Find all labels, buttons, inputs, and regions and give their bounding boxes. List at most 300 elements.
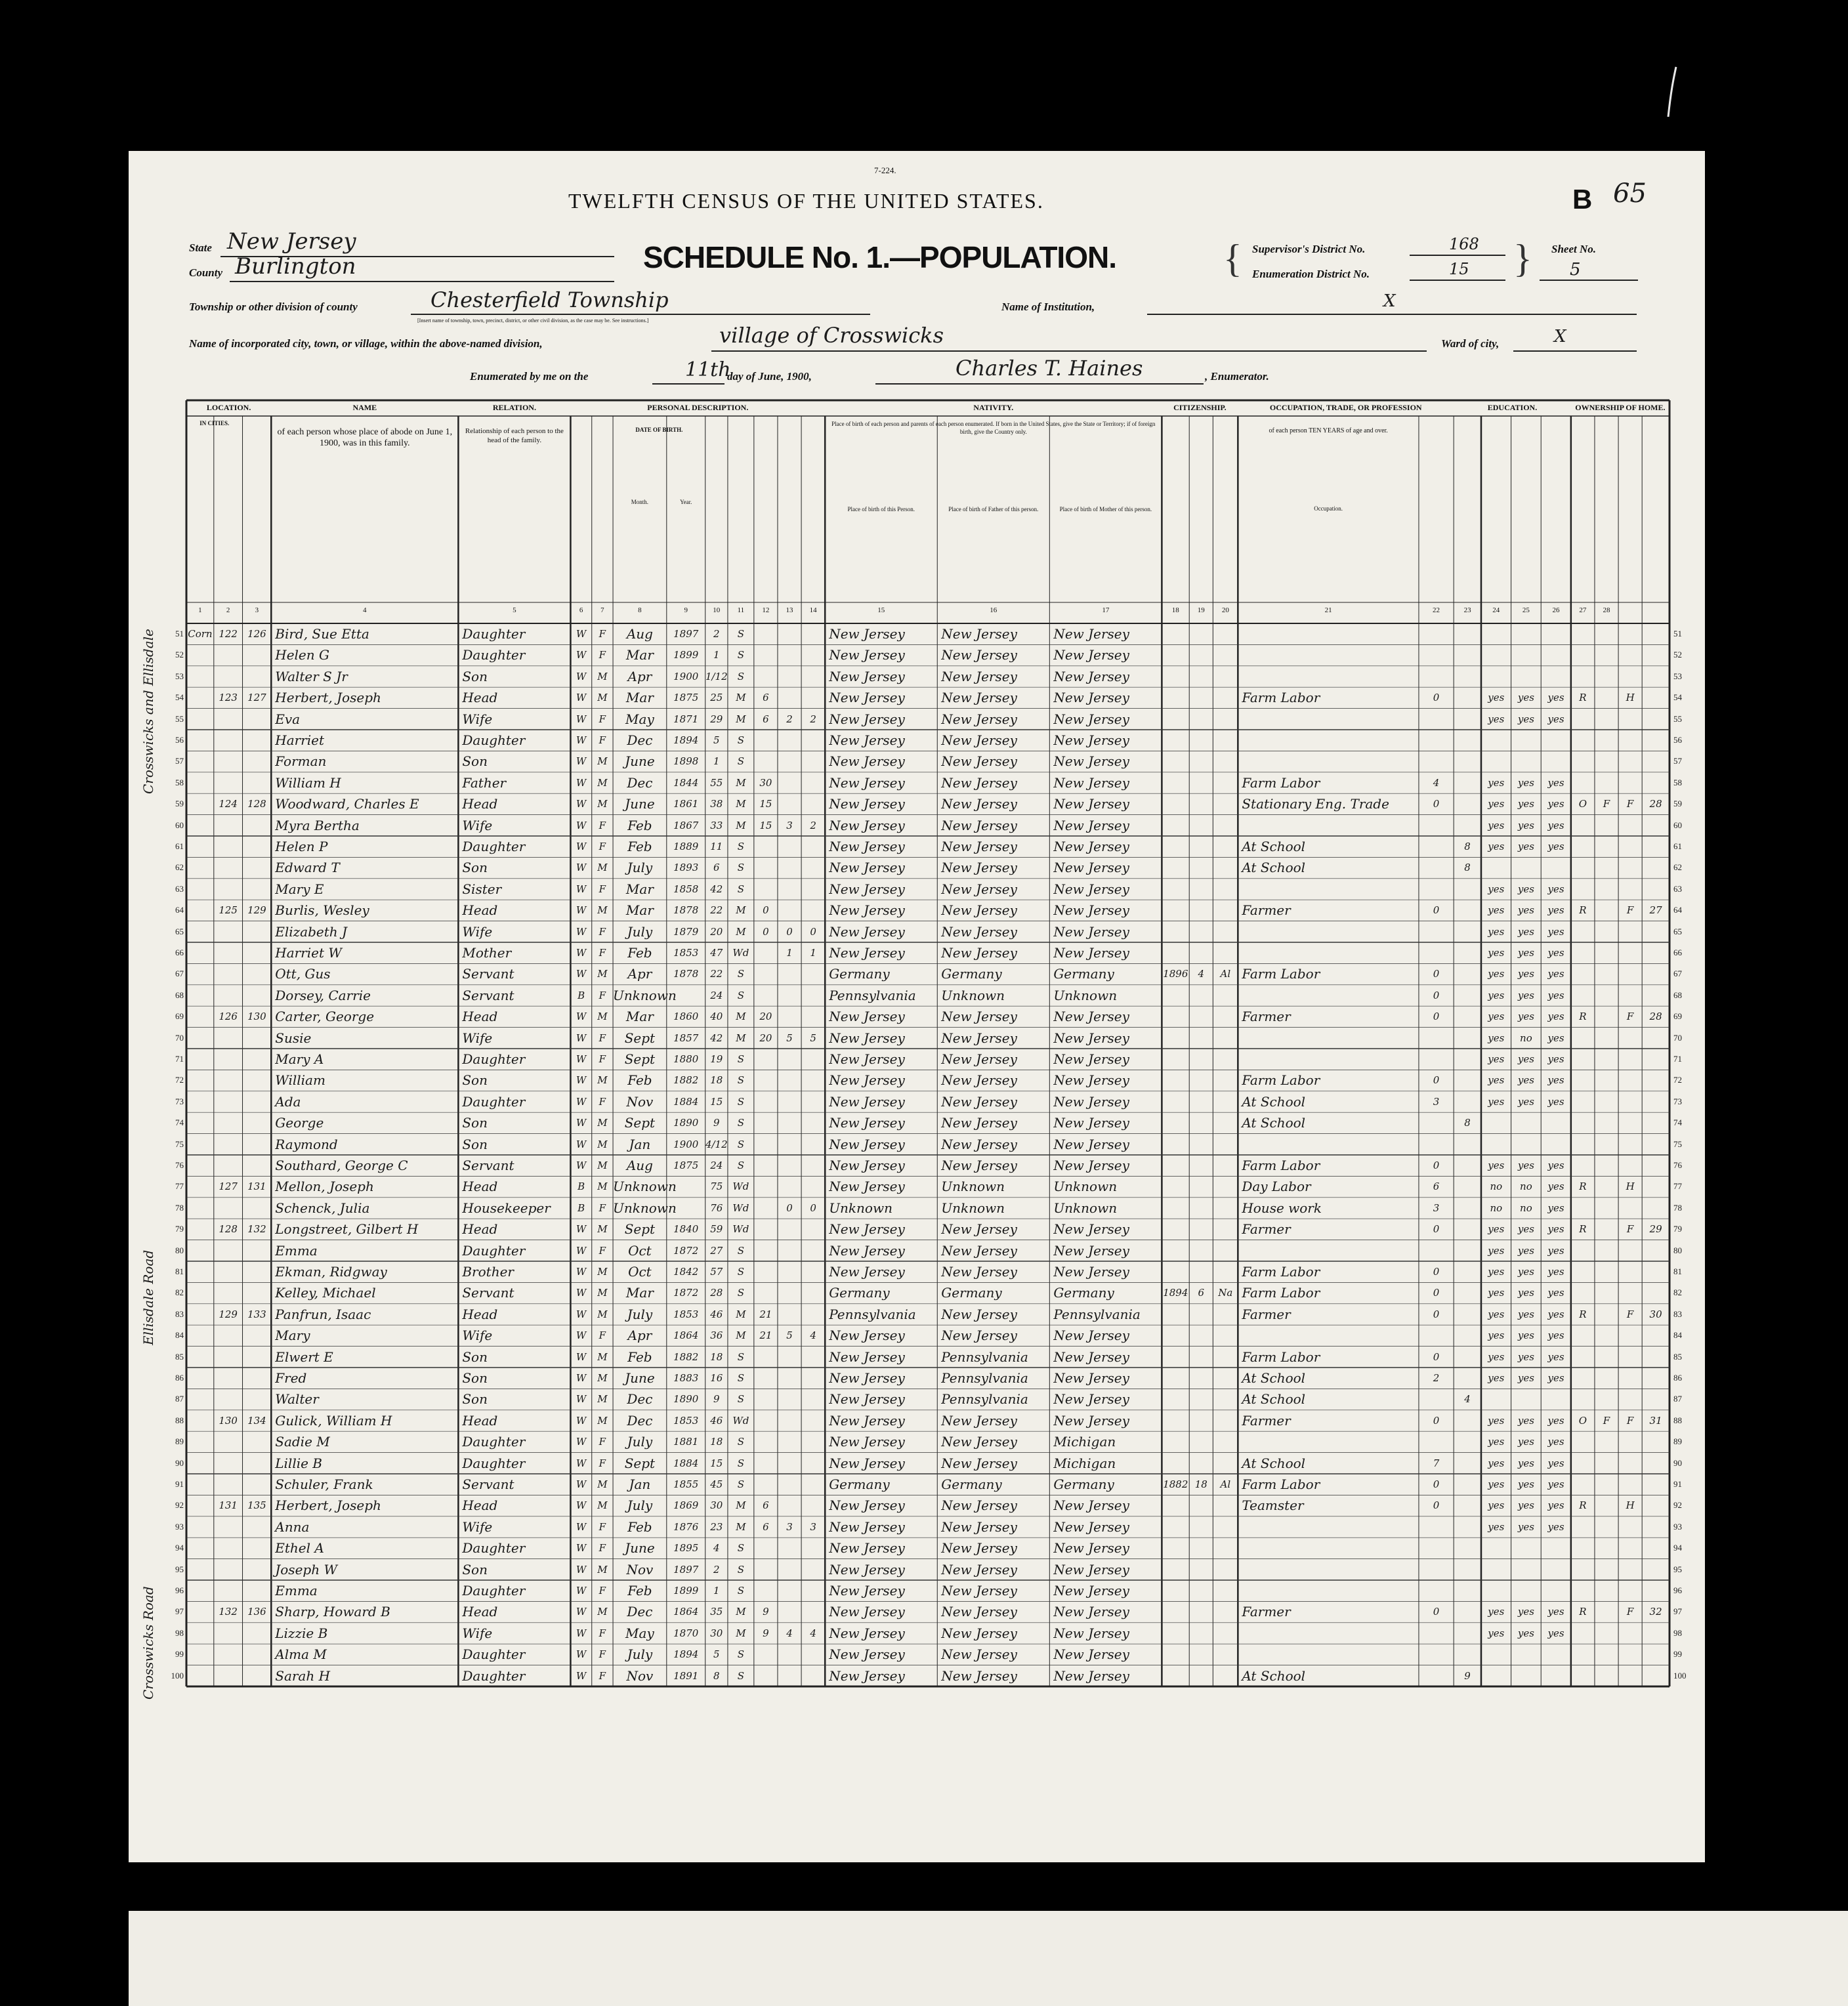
cell-rel: Daughter <box>462 732 526 748</box>
cell-living: 1 <box>810 947 816 959</box>
cell-mpob: Pennsylvania <box>1053 1306 1141 1322</box>
cell-pob: New Jersey <box>829 1072 905 1089</box>
cell-sex: M <box>597 1606 608 1618</box>
supervisor-value: 168 <box>1449 235 1479 253</box>
sheet-letter: B <box>1572 184 1593 215</box>
cell-month: Feb <box>627 1348 652 1365</box>
cell-color: W <box>576 1393 587 1406</box>
column-number: 23 <box>1463 606 1471 614</box>
row-number-left: 97 <box>175 1606 184 1617</box>
cell-color: W <box>576 734 587 746</box>
cell-name: Lizzie B <box>275 1625 328 1641</box>
cell-pob: Pennsylvania <box>829 1306 916 1322</box>
cell-mpob: New Jersey <box>1053 1497 1129 1514</box>
cell-name: Walter <box>275 1391 319 1408</box>
cell-write: yes <box>1517 1499 1534 1512</box>
cell-sch: 27 <box>1649 904 1662 917</box>
row-number-right: 52 <box>1673 650 1682 660</box>
enumeration-value: 15 <box>1449 260 1469 278</box>
cell-age: 2 <box>713 628 720 640</box>
cell-month: Sept <box>624 1115 656 1131</box>
name-description: of each person whose place of abode on June 1, 1900, was in this family. <box>277 427 453 448</box>
cell-year: 1897 <box>673 628 699 640</box>
cell-eng: yes <box>1547 776 1564 789</box>
cell-sex: M <box>597 1011 608 1023</box>
cell-age: 15 <box>710 1457 723 1469</box>
cell-mpob: New Jersey <box>1053 1009 1129 1025</box>
cell-write: yes <box>1517 1074 1534 1087</box>
cell-rel: Servant <box>462 1158 514 1173</box>
cell-sch: 31 <box>1649 1414 1662 1427</box>
cell-write: yes <box>1517 925 1534 938</box>
row-number-left: 59 <box>175 799 184 809</box>
cell-name: Elwert E <box>275 1348 333 1365</box>
cell-fpob: New Jersey <box>941 1115 1017 1131</box>
cell-mo: 0 <box>1433 1606 1440 1618</box>
cell-fpob: Unknown <box>941 987 1005 1003</box>
cell-mo: 0 <box>1433 1414 1440 1427</box>
census-sheet: 7-224. TWELFTH CENSUS OF THE UNITED STATES. B 65 SCHEDULE No. 1.—POPULATION. State New Jersey County Burlington { Supervisor's District No. 168 Enumeration District No. 15 } Sheet No. 5 Township or other division of county Chesterfield Township [Insert name of township, town, precinct, district, or other civil division, as the case may be. See instructions.] Name of Institution, X Name of incorporated city, town, or village, within the above-named division, village of Crosswicks Ward of city, X Enumerated by me on the 11th day of June, 1900, Charles T. Haines , Enumerator. LOCATION. NAME RELATION. PERSONAL DESCRIPTION. NATIVITY. CITIZENSHIP. OCCUPATION, TRADE, OR PROFESSION EDUCATION. OWNERSHIP OF HOME. IN CITIES. of each person whose place of abode on June 1, 1900, was in this family. Relationship of each person to the head of the family. DATE OF BIRTH. Month. Year. Place of birth of each person and parents of each person enumerated. If born in the United States, give the State or Territory; if of foreign birth, give the Country only. Place of birth of this Person. Place of birth of Father of this person. Place of birth of Mother of this person. of each person TEN YEARS of age and over. Occupation. 1 2 3 4 5 6 7 8 9 10 11 12 13 14 15 16 17 18 19 20 21 22 23 24 25 26 27 28 51 51 Corn 122 126 Bird, Sue Etta Daughter W F Aug 1897 2 S New Jersey New Jersey New Jersey 52 52 Helen G Daughter W F Mar 1899 1 S New Jersey New Jersey New Jersey 53 53 Walter S Jr Son W M Apr 1900 1/12 S New Jersey New Jersey New Jersey 54 54 123 127 Herbert, Joseph Head W M Mar 1875 25 M 6 New Jersey New Jersey New Jersey Farm Labor 0 yes yes yes R H 55 55 Eva Wife W F May 1871 29 M 6 2 2 New Jersey New Jersey New Jersey yes yes yes 56 56 Harriet Daughter W F Dec 1894 5 S New Jersey New Jersey New Jersey 57 57 Forman Son W M June 1898 1 S New Jersey New Jersey New Jersey 58 58 William H Father W M Dec 1844 55 M 30 New Jersey New Jersey New Jersey Farm Labor 4 yes yes yes 59 59 124 128 Woodward, Charles E Head W M June 1861 38 M 15 New Jersey New Jersey New Jersey Stationary Eng. Trade 0 yes yes yes O F F 28 60 60 Myra Bertha Wife W F Feb 1867 33 M 15 3 2 New Jersey New Jersey New Jersey yes yes yes 61 61 Helen P Daughter W F Feb 1889 11 S New Jersey New Jersey New Jersey At School 8 yes yes yes 62 62 Edward T Son W M July 1893 6 S New Jersey New Jersey New Jersey At School 8 63 63 Mary E Sister W F Mar 1858 42 S New Jersey New Jersey New Jersey yes yes yes 64 64 125 129 Burlis, Wesley Head W M Mar 1878 22 M 0 New Jersey New Jersey New Jersey Farmer 0 yes yes yes R F 27 65 65 Elizabeth J Wife W F July 1879 20 M 0 0 0 New Jersey New Jersey New Jersey yes yes yes 66 66 Harriet W Mother W F Feb 1853 47 Wd 1 1 New Jersey New Jersey New Jersey yes yes yes 67 67 Ott, Gus Servant W M Apr 1878 22 S Germany Germany Germany 1896 4 Al Farm Labor 0 yes yes yes 68 68 Dorsey, Carrie Servant B F Unknown 24 S Pennsylvania Unknown Unknown 0 yes yes yes 69 69 126 130 Carter, George Head W M Mar 1860 40 M 20 New Jersey New Jersey New Jersey Farmer 0 yes yes yes R F 28 70 70 Susie Wife W F Sept 1857 42 M 20 5 5 New Jersey New Jersey New Jersey yes no yes 71 71 Mary A Daughter W F Sept 1880 19 S New Jersey New Jersey New Jersey yes yes yes 72 72 William Son W M Feb 1882 18 S New Jersey New Jersey New Jersey Farm Labor 0 yes yes yes 73 73 Ada Daughter W F Nov 1884 15 S New Jersey New Jersey New Jersey At School 3 yes yes yes 74 74 George Son W M Sept 1890 9 S New Jersey New Jersey New Jersey At School 8 75 75 Raymond Son W M Jan 1900 4/12 S New Jersey New Jersey New Jersey 76 76 Southard, George C Servant W M Aug 1875 24 S New Jersey New Jersey New Jersey Farm Labor 0 yes yes yes 77 77 127 131 Mellon, Joseph Head B M Unknown 75 Wd New Jersey Unknown Unknown Day Labor 6 no no yes R H 78 78 Schenck, Julia Housekeeper B F Unknown 76 Wd 0 0 Unknown Unknown Unknown House work 3 no no yes 79 79 128 132 Longstreet, Gilbert H Head W M Sept 1840 59 Wd New Jersey New Jersey New Jersey Farmer 0 yes yes yes R F 29 80 80 Emma Daughter W F Oct 1872 27 S New Jersey New Jersey New Jersey yes yes yes 81 81 Ekman, Ridgway Brother W M Oct 1842 57 S New Jersey New Jersey New Jersey Farm Labor 0 yes yes yes 82 82 Kelley, Michael Servant W M Mar 1872 28 S Germany Germany Germany 1894 6 Na Farm Labor 0 yes yes yes 83 83 129 133 Panfrun, Isaac Head W M July 1853 46 M 21 Pennsylvania New Jersey Pennsylvania Farmer 0 yes yes yes R F 30 84 84 Mary Wife W F Apr 1864 36 M 21 5 4 New Jersey New Jersey New Jersey yes yes yes 85 85 Elwert E Son W M Feb 1882 18 S New Jersey Pennsylvania New Jersey Farm Labor 0 yes yes yes 86 86 Fred Son W M June 1883 16 S New Jersey Pennsylvania New Jersey At School 2 yes yes yes 87 87 Walter Son W M Dec 1890 9 S New Jersey Pennsylvania New Jersey At School 4 88 88 130 134 Gulick, William H Head W M Dec 1853 46 Wd New Jersey New Jersey New Jersey Farmer 0 yes yes yes O F F 31 89 89 Sadie M Daughter W F July 1881 18 S New Jersey New Jersey Michigan yes yes yes 90 90 Lillie B Daughter W F Sept 1884 15 S New Jersey New Jersey Michigan At School 7 yes yes yes 91 91 Schuler, Frank Servant W M Jan 1855 45 S Germany Germany Germany 1882 18 Al Farm Labor 0 yes yes yes 92 92 131 135 Herbert, Joseph Head W M July 1869 30 M 6 New Jersey New Jersey New Jersey Teamster 0 yes yes yes R H 93 93 Anna Wife W F Feb 1876 23 M 6 3 3 New Jersey New Jersey New Jersey yes yes yes 94 94 Ethel A Daughter W F June 1895 4 S New Jersey New Jersey New Jersey 95 95 Joseph W Son W M Nov 1897 2 S New Jersey New Jersey New Jersey 96 96 Emma Daughter W F Feb 1899 1 S New Jersey New Jersey New Jersey 97 97 132 136 Sharp, Howard B Head W M Dec 1864 35 M 9 New Jersey New Jersey New Jersey Farmer 0 yes yes yes R F 32 98 98 Lizzie B Wife W F May 1870 30 M 9 4 4 New Jersey New Jersey New Jersey yes yes yes 99 99 Alma M Daughter W F July 1894 5 S New Jersey New Jersey New Jersey 100 100 Sarah H Daughter W F Nov 1891 8 S New Jersey New Jersey New Jersey At School 9 Crosswicks and Ellisdale Ellisdale Road Crosswicks Road <box>129 151 1705 1862</box>
cell-sex: F <box>598 1329 606 1342</box>
cell-ms: S <box>737 1244 745 1257</box>
cell-pob: New Jersey <box>829 902 905 919</box>
cell-ms: S <box>737 989 745 1001</box>
cell-name: Emma <box>275 1242 318 1259</box>
cell-rel: Head <box>462 690 498 706</box>
row-number-right: 82 <box>1673 1287 1682 1298</box>
cell-write: yes <box>1517 819 1534 831</box>
cell-year: 1879 <box>673 925 699 938</box>
cell-mpob: New Jersey <box>1053 774 1129 791</box>
cell-age: 9 <box>713 1117 720 1129</box>
cell-age: 1 <box>713 755 720 768</box>
cell-read: yes <box>1488 1032 1505 1044</box>
cell-ms: M <box>736 925 746 938</box>
cell-yrs: 20 <box>759 1011 772 1023</box>
cell-ms: S <box>737 1585 745 1597</box>
cell-write: yes <box>1517 1287 1534 1299</box>
cell-free: F <box>1603 798 1610 810</box>
cell-fpob: Pennsylvania <box>941 1370 1028 1386</box>
cell-living: 2 <box>810 713 816 725</box>
cell-mpob: New Jersey <box>1053 1625 1129 1641</box>
cell-mo: 0 <box>1433 1011 1440 1023</box>
cell-yrs: 0 <box>763 925 769 938</box>
cell-color: W <box>576 1606 587 1618</box>
cell-sex: F <box>598 925 606 938</box>
cell-mpob: New Jersey <box>1053 711 1129 727</box>
cell-rel: Daughter <box>462 1455 526 1471</box>
cell-name: Joseph W <box>275 1561 338 1578</box>
cell-age: 16 <box>710 1372 723 1384</box>
cell-rel: Servant <box>462 987 514 1003</box>
cell-read: yes <box>1488 1350 1505 1363</box>
cell-read: yes <box>1488 1266 1505 1278</box>
cell-read: no <box>1490 1202 1503 1214</box>
cell-ms: S <box>737 1160 745 1171</box>
cell-name: William H <box>275 774 341 791</box>
cell-fpob: New Jersey <box>941 1604 1017 1620</box>
cell-rel: Wife <box>462 711 493 727</box>
cell-month: Nov <box>626 1561 654 1578</box>
cell-fpob: New Jersey <box>941 1412 1017 1429</box>
cell-month: Sept <box>624 1221 656 1238</box>
cell-ms: Wd <box>732 1223 749 1236</box>
cell-read: yes <box>1488 1414 1505 1427</box>
cell-read: yes <box>1488 947 1505 959</box>
cell-age: 45 <box>710 1478 723 1490</box>
cell-house: 127 <box>219 1181 238 1193</box>
column-number: 22 <box>1433 606 1440 614</box>
cell-name: Ott, Gus <box>275 966 331 982</box>
cell-year: 1899 <box>673 1585 699 1597</box>
cell-color: W <box>576 1032 587 1044</box>
cell-own: R <box>1579 1223 1587 1236</box>
cell-name: Fred <box>275 1370 307 1386</box>
cell-age: 15 <box>710 1095 723 1108</box>
group-header: RELATION. <box>492 403 536 412</box>
cell-ms: S <box>737 1563 745 1576</box>
cell-yrs: 6 <box>763 1499 769 1512</box>
cell-age: 35 <box>710 1606 723 1618</box>
group-header: LOCATION. <box>206 403 251 412</box>
row-number-right: 80 <box>1673 1245 1682 1255</box>
cell-mo: 3 <box>1433 1202 1440 1214</box>
cell-pob: New Jersey <box>829 1391 905 1408</box>
cell-month: Feb <box>627 839 652 854</box>
cell-fpob: New Jersey <box>941 690 1017 706</box>
margin-mark <box>1666 66 1679 118</box>
column-number: 16 <box>990 606 998 614</box>
cell-ms: S <box>737 1266 745 1278</box>
column-number: 11 <box>737 606 745 614</box>
cell-occ: Farmer <box>1242 1306 1291 1322</box>
schedule-title: SCHEDULE No. 1.—POPULATION. <box>643 240 1116 274</box>
cell-mo: 0 <box>1433 1350 1440 1363</box>
row-number-right: 96 <box>1673 1585 1682 1595</box>
cell-age: 18 <box>710 1436 723 1448</box>
cell-sex: M <box>597 1308 608 1320</box>
cell-ms: S <box>737 883 745 895</box>
cell-sex: M <box>597 692 608 704</box>
cell-house: 126 <box>219 1011 238 1023</box>
cell-ms: S <box>737 649 745 661</box>
cell-eng: yes <box>1547 1287 1564 1299</box>
cell-month: Nov <box>626 1093 654 1110</box>
row-number-right: 85 <box>1673 1351 1682 1362</box>
cell-sex: M <box>597 1074 608 1087</box>
cell-rel: Daughter <box>462 1434 526 1450</box>
cell-year: 1897 <box>673 1563 699 1576</box>
cell-month: Aug <box>626 1158 653 1173</box>
row-number-right: 83 <box>1673 1308 1682 1319</box>
year-label: Year. <box>680 499 692 505</box>
row-number-right: 95 <box>1673 1564 1682 1574</box>
cell-mother: 0 <box>786 1202 793 1214</box>
cell-fpob: New Jersey <box>941 626 1017 642</box>
cell-age: 22 <box>710 904 723 917</box>
cell-ms: S <box>737 1138 745 1150</box>
cell-mo: 0 <box>1433 1287 1440 1299</box>
cell-fpob: New Jersey <box>941 1327 1017 1344</box>
cell-year: 1853 <box>673 1414 699 1427</box>
cell-ms: M <box>736 1329 746 1342</box>
cell-mpob: New Jersey <box>1053 1518 1129 1535</box>
cell-eng: yes <box>1547 947 1564 959</box>
cell-age: 47 <box>710 947 723 959</box>
cell-mpob: New Jersey <box>1053 1391 1129 1408</box>
cell-eng: yes <box>1547 1095 1564 1108</box>
cell-sex: F <box>598 1585 606 1597</box>
cell-rel: Son <box>462 1391 488 1408</box>
cell-mo: 0 <box>1433 1499 1440 1512</box>
cell-ms: S <box>737 628 745 640</box>
cell-house: 132 <box>219 1606 238 1618</box>
row-number-right: 72 <box>1673 1075 1682 1085</box>
cell-occ: At School <box>1242 1391 1306 1408</box>
cell-color: W <box>576 819 587 831</box>
cell-pob: New Jersey <box>829 668 905 684</box>
date-of-birth-label: DATE OF BIRTH. <box>635 427 683 433</box>
cell-name: Eva <box>275 711 301 727</box>
cell-age: 5 <box>713 734 720 746</box>
cell-sex: M <box>597 1563 608 1576</box>
cell-fpob: New Jersey <box>941 1221 1017 1238</box>
row-number-left: 64 <box>175 905 184 915</box>
cell-ms: S <box>737 1669 745 1682</box>
cell-mpob: New Jersey <box>1053 1051 1129 1067</box>
cell-age: 29 <box>710 713 723 725</box>
cell-write: yes <box>1517 776 1534 789</box>
cell-name: George <box>275 1115 324 1131</box>
row-number-right: 56 <box>1673 735 1682 745</box>
relation-description: Relationship of each person to the head of the family. <box>465 427 564 444</box>
row-number-left: 69 <box>175 1011 184 1022</box>
occupation-label: Occupation. <box>1314 505 1343 512</box>
cell-color: W <box>576 1308 587 1320</box>
row-number-right: 70 <box>1673 1032 1682 1043</box>
cell-read: yes <box>1488 1372 1505 1384</box>
cell-sex: F <box>598 734 606 746</box>
cell-write: yes <box>1517 1478 1534 1490</box>
cell-own: R <box>1579 1011 1587 1023</box>
cell-pob: New Jersey <box>829 1136 905 1152</box>
group-header: PERSONAL DESCRIPTION. <box>647 403 749 412</box>
row-number-left: 87 <box>175 1394 184 1404</box>
row-number-right: 84 <box>1673 1330 1682 1341</box>
cell-sex: F <box>598 1053 606 1065</box>
cell-name: Longstreet, Gilbert H <box>275 1221 419 1238</box>
cell-read: yes <box>1488 883 1505 895</box>
row-number-right: 92 <box>1673 1500 1682 1511</box>
cell-age: 30 <box>710 1499 723 1512</box>
cell-mpob: Michigan <box>1053 1455 1116 1471</box>
column-number: 8 <box>638 606 642 614</box>
cell-mo: 0 <box>1433 968 1440 980</box>
cell-ms: M <box>736 1308 746 1320</box>
cell-occ: Farm Labor <box>1242 690 1320 706</box>
cell-read: yes <box>1488 1053 1505 1065</box>
cell-mpob: New Jersey <box>1053 902 1129 919</box>
cell-school: 4 <box>1464 1393 1471 1406</box>
cell-age: 1 <box>713 1585 720 1597</box>
cell-mpob: New Jersey <box>1053 839 1129 854</box>
row-number-left: 68 <box>175 990 184 1000</box>
cell-color: W <box>576 1287 587 1299</box>
cell-write: yes <box>1517 1520 1534 1533</box>
cell-school: 9 <box>1464 1669 1471 1682</box>
cell-sex: M <box>597 798 608 810</box>
cell-fam: 136 <box>247 1606 266 1618</box>
cell-name: Helen P <box>275 839 328 854</box>
cell-month: Unknown <box>613 987 677 1003</box>
cell-yrs: 6 <box>763 1520 769 1533</box>
cell-sex: F <box>598 883 606 895</box>
cell-eng: yes <box>1547 1202 1564 1214</box>
cell-pob: New Jersey <box>829 1093 905 1110</box>
cell-read: yes <box>1488 776 1505 789</box>
row-number-left: 54 <box>175 692 184 703</box>
enumerated-day: 11th <box>685 358 731 381</box>
cell-color: W <box>576 776 587 789</box>
cell-fpob: Pennsylvania <box>941 1391 1028 1408</box>
cell-month: Mar <box>625 881 654 897</box>
cell-occ: At School <box>1242 1115 1306 1131</box>
cell-write: yes <box>1517 1606 1534 1618</box>
cell-write: yes <box>1517 798 1534 810</box>
cell-eng: yes <box>1547 1011 1564 1023</box>
row-number-left: 96 <box>175 1585 184 1595</box>
cell-mo: 7 <box>1433 1457 1440 1469</box>
cell-color: W <box>576 1138 587 1150</box>
row-number-right: 62 <box>1673 862 1682 873</box>
cell-nat: Na <box>1218 1287 1233 1299</box>
row-number-right: 68 <box>1673 990 1682 1000</box>
cell-occ: At School <box>1242 860 1306 876</box>
cell-rel: Son <box>462 1072 488 1089</box>
row-number-left: 53 <box>175 671 184 681</box>
cell-ms: M <box>736 1606 746 1618</box>
cell-living: 5 <box>810 1032 816 1044</box>
cell-month: Mar <box>625 1009 654 1025</box>
cell-mpob: New Jersey <box>1053 881 1129 897</box>
row-number-right: 64 <box>1673 905 1682 915</box>
cell-fpob: New Jersey <box>941 1667 1017 1684</box>
cell-fpob: New Jersey <box>941 1625 1017 1641</box>
row-number-right: 66 <box>1673 948 1682 957</box>
supervisor-label: Supervisor's District No. <box>1252 243 1366 255</box>
cell-name: William <box>275 1072 326 1089</box>
cell-mother: 2 <box>786 713 793 725</box>
cell-color: W <box>576 1457 587 1469</box>
row-number-right: 98 <box>1673 1627 1682 1638</box>
cell-color: W <box>576 968 587 980</box>
cell-year: 1883 <box>673 1372 699 1384</box>
row-number-right: 54 <box>1673 692 1682 703</box>
row-number-right: 73 <box>1673 1096 1682 1106</box>
cell-sex: F <box>598 1542 606 1555</box>
cell-pob: Pennsylvania <box>829 987 916 1003</box>
cell-year: 1899 <box>673 649 699 661</box>
row-number-left: 80 <box>175 1245 184 1255</box>
cell-living: 4 <box>810 1627 816 1639</box>
cell-mo: 3 <box>1433 1095 1440 1108</box>
row-number-left: 79 <box>175 1224 184 1234</box>
cell-mpob: New Jersey <box>1053 690 1129 706</box>
cell-age: 42 <box>710 883 723 895</box>
cell-sex: M <box>597 1372 608 1384</box>
cell-fam: 131 <box>247 1181 266 1193</box>
cell-age: 18 <box>710 1350 723 1363</box>
cell-fpob: New Jersey <box>941 923 1017 940</box>
cell-rel: Wife <box>462 1625 493 1641</box>
cell-read: yes <box>1488 1308 1505 1320</box>
cell-year: 1853 <box>673 1308 699 1320</box>
cell-rel: Daughter <box>462 1242 526 1259</box>
cell-month: Nov <box>626 1667 654 1684</box>
row-number-right: 99 <box>1673 1649 1682 1660</box>
cell-color: W <box>576 1414 587 1427</box>
cell-name: Susie <box>275 1030 312 1046</box>
column-number: 28 <box>1603 606 1610 614</box>
cell-name: Burlis, Wesley <box>275 902 369 919</box>
cell-eng: yes <box>1547 1053 1564 1065</box>
cell-mpob: New Jersey <box>1053 647 1129 663</box>
row-number-left: 70 <box>175 1032 184 1043</box>
cell-name: Schenck, Julia <box>275 1200 370 1216</box>
cell-year: 1858 <box>673 883 699 895</box>
cell-fpob: New Jersey <box>941 945 1017 961</box>
cell-write: yes <box>1517 692 1534 704</box>
row-number-left: 60 <box>175 820 184 830</box>
cell-sex: F <box>598 1520 606 1533</box>
cell-year: 1864 <box>673 1329 699 1342</box>
cell-occ: Teamster <box>1242 1497 1304 1514</box>
cell-color: W <box>576 925 587 938</box>
cell-month: Jan <box>629 1136 651 1152</box>
row-number-left: 73 <box>175 1096 184 1106</box>
cell-read: yes <box>1488 713 1505 725</box>
cell-own: R <box>1579 1181 1587 1193</box>
pob-mother-label: Place of birth of Mother of this person. <box>1059 506 1152 512</box>
cell-read: yes <box>1488 925 1505 938</box>
cell-read: yes <box>1488 1287 1505 1299</box>
column-number: 2 <box>226 606 230 614</box>
row-number-right: 90 <box>1673 1457 1682 1468</box>
cell-name: Ekman, Ridgway <box>275 1264 387 1280</box>
cell-color: W <box>576 1627 587 1639</box>
cell-year: 1840 <box>673 1223 699 1236</box>
cell-ms: M <box>736 1627 746 1639</box>
cell-ms: M <box>736 692 746 704</box>
row-number-left: 61 <box>175 841 184 851</box>
cell-read: yes <box>1488 968 1505 980</box>
cell-name: Bird, Sue Etta <box>275 626 369 642</box>
column-number: 15 <box>877 606 885 614</box>
cell-fam: 127 <box>247 692 266 704</box>
column-number: 21 <box>1324 606 1332 614</box>
cell-year: 1855 <box>673 1478 699 1490</box>
cell-sex: F <box>598 819 606 831</box>
cell-farm: H <box>1626 692 1635 704</box>
cell-eng: yes <box>1547 1266 1564 1278</box>
cell-eng: yes <box>1547 1606 1564 1618</box>
row-number-left: 75 <box>175 1139 184 1149</box>
ward-label: Ward of city, <box>1441 337 1500 350</box>
cell-eng: yes <box>1547 1329 1564 1342</box>
row-number-left: 93 <box>175 1521 184 1532</box>
cell-rel: Daughter <box>462 1540 526 1557</box>
